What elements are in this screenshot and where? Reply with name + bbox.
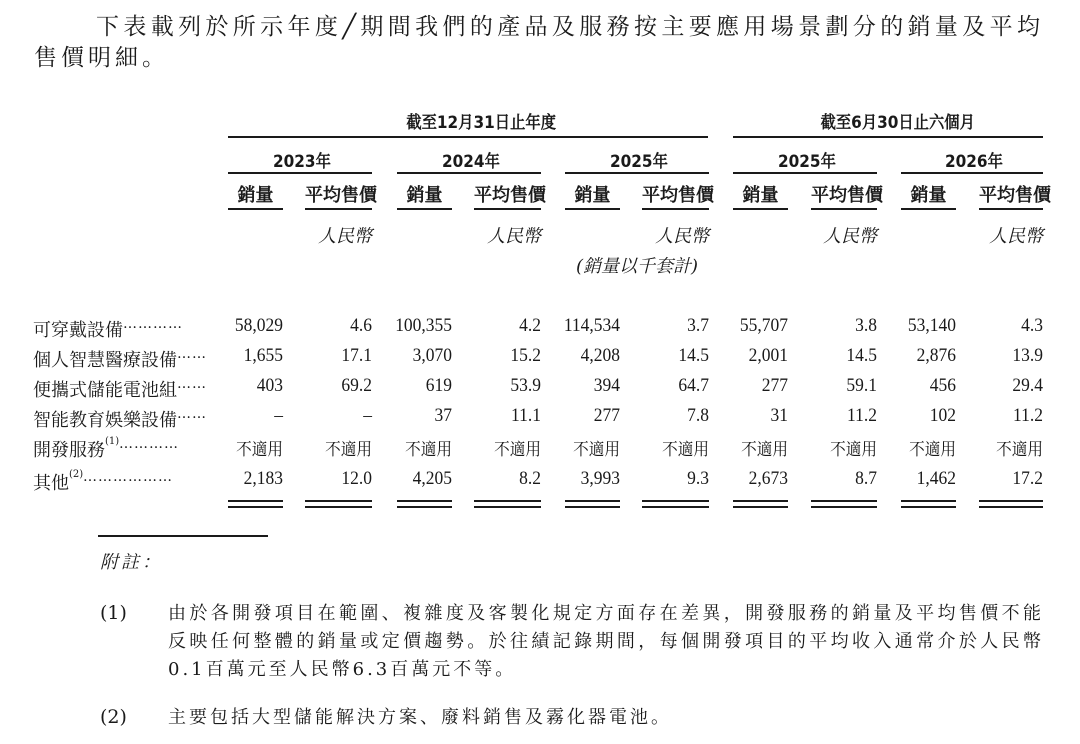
cell-volume: 4,205 bbox=[412, 468, 452, 489]
col-header-volume: 銷量 bbox=[406, 185, 443, 206]
cell-price: 14.5 bbox=[678, 345, 709, 366]
cell-price: 13.9 bbox=[1012, 345, 1043, 366]
cell-volume: 2,673 bbox=[748, 468, 788, 489]
row-footnote-ref: (1) bbox=[105, 436, 120, 447]
intro-paragraph: 下表載列於所示年度╱期間我們的產品及服務按主要應用場景劃分的銷量及平均售價明細。 bbox=[34, 14, 1044, 71]
cell-price: 69.2 bbox=[341, 375, 372, 396]
unit-currency: 人民幣 bbox=[823, 226, 877, 247]
cell-price: 3.7 bbox=[687, 315, 709, 336]
col-header-price: 平均售價 bbox=[642, 185, 714, 206]
row-leader-dots: ……………… bbox=[83, 469, 173, 485]
row-label: 可穿戴設備 bbox=[33, 320, 123, 341]
double-rule-bottom bbox=[305, 506, 372, 508]
cell-volume: 1,655 bbox=[243, 345, 283, 366]
cell-price: 59.1 bbox=[846, 375, 877, 396]
cell-volume: 277 bbox=[593, 405, 620, 426]
cell-volume: 3,993 bbox=[580, 468, 620, 489]
row-label: 個人智慧醫療設備 bbox=[33, 350, 177, 371]
header-year-2: 2025年 bbox=[610, 152, 668, 172]
rule-col-price bbox=[474, 208, 541, 210]
cell-price: 不適用 bbox=[996, 440, 1043, 460]
cell-price: 7.8 bbox=[687, 405, 709, 426]
cell-volume: 2,001 bbox=[748, 345, 788, 366]
col-header-volume: 銷量 bbox=[574, 185, 611, 206]
rule-col-volume bbox=[733, 208, 788, 210]
cell-volume: 55,707 bbox=[739, 315, 788, 336]
rule-year-1 bbox=[397, 172, 541, 174]
row-label: 開發服務 bbox=[33, 440, 105, 461]
cell-volume: 不適用 bbox=[405, 440, 452, 460]
unit-currency: 人民幣 bbox=[989, 226, 1043, 247]
double-rule-top bbox=[979, 500, 1043, 502]
double-rule-top bbox=[733, 500, 788, 502]
notes-title: 附註： bbox=[100, 552, 163, 573]
rule-col-price bbox=[811, 208, 877, 210]
rule-year-4 bbox=[901, 172, 1043, 174]
cell-price: 17.1 bbox=[341, 345, 372, 366]
cell-volume: 53,140 bbox=[907, 315, 956, 336]
cell-price: 29.4 bbox=[1012, 375, 1043, 396]
cell-price: 11.2 bbox=[847, 405, 877, 426]
cell-volume: 不適用 bbox=[573, 440, 620, 460]
double-rule-bottom bbox=[642, 506, 709, 508]
cell-price: 不適用 bbox=[830, 440, 877, 460]
cell-price: 4.2 bbox=[519, 315, 541, 336]
cell-price: 不適用 bbox=[662, 440, 709, 460]
unit-currency: 人民幣 bbox=[318, 226, 372, 247]
cell-price: 15.2 bbox=[510, 345, 541, 366]
double-rule-bottom bbox=[811, 506, 877, 508]
double-rule-bottom bbox=[901, 506, 956, 508]
double-rule-bottom bbox=[565, 506, 620, 508]
double-rule-bottom bbox=[228, 506, 283, 508]
row-label: 便攜式儲能電池組 bbox=[33, 380, 177, 401]
rule-year-2 bbox=[565, 172, 709, 174]
row-leader-dots: ………… bbox=[119, 436, 179, 452]
cell-volume: 1,462 bbox=[916, 468, 956, 489]
row-leader-dots: …… bbox=[177, 406, 207, 422]
rule-col-price bbox=[642, 208, 709, 210]
cell-volume: 394 bbox=[593, 375, 620, 396]
cell-price: 4.3 bbox=[1021, 315, 1043, 336]
cell-price: 8.2 bbox=[519, 468, 541, 489]
cell-price: 14.5 bbox=[846, 345, 877, 366]
row-label: 其他 bbox=[33, 473, 69, 494]
col-header-volume: 銷量 bbox=[742, 185, 779, 206]
cell-price: 64.7 bbox=[678, 375, 709, 396]
row-leader-dots: …… bbox=[177, 346, 207, 362]
rule-col-volume bbox=[397, 208, 452, 210]
row-leader-dots: …… bbox=[177, 376, 207, 392]
cell-price: 8.7 bbox=[855, 468, 877, 489]
cell-price: 53.9 bbox=[510, 375, 541, 396]
rule-col-volume bbox=[565, 208, 620, 210]
header-year-3: 2025年 bbox=[778, 152, 836, 172]
cell-price: 12.0 bbox=[341, 468, 372, 489]
unit-currency: 人民幣 bbox=[655, 226, 709, 247]
col-header-volume: 銷量 bbox=[237, 185, 274, 206]
cell-price: 4.6 bbox=[350, 315, 372, 336]
footnote-1-text: 由於各開發項目在範圍、複雜度及客製化規定方面存在差異，開發服務的銷量及平均售價不能反映任何整體的銷量或定價趨勢。於往績記錄期間，每個開發項目的平均收入通常介於人民幣0.1百萬元至人民幣6.3百萬元不等。 bbox=[168, 603, 1044, 680]
col-header-price: 平均售價 bbox=[474, 185, 546, 206]
col-header-volume: 銷量 bbox=[910, 185, 947, 206]
double-rule-bottom bbox=[979, 506, 1043, 508]
cell-volume: 102 bbox=[929, 405, 956, 426]
cell-volume: 3,070 bbox=[412, 345, 452, 366]
col-header-price: 平均售價 bbox=[979, 185, 1051, 206]
header-year-ended: 截至12月31日止年度 bbox=[406, 113, 557, 133]
header-six-months: 截至6月30日止六個月 bbox=[820, 113, 975, 133]
cell-volume: 277 bbox=[761, 375, 788, 396]
col-header-price: 平均售價 bbox=[811, 185, 883, 206]
cell-volume: 37 bbox=[434, 405, 452, 426]
cell-volume: 不適用 bbox=[236, 440, 283, 460]
cell-price: 9.3 bbox=[687, 468, 709, 489]
cell-volume: 456 bbox=[929, 375, 956, 396]
cell-volume: 58,029 bbox=[234, 315, 283, 336]
rule-col-price bbox=[305, 208, 372, 210]
header-year-1: 2024年 bbox=[442, 152, 500, 172]
cell-price: 11.2 bbox=[1013, 405, 1043, 426]
cell-price: 17.2 bbox=[1012, 468, 1043, 489]
double-rule-top bbox=[305, 500, 372, 502]
rule-col-price bbox=[979, 208, 1043, 210]
row-label: 智能教育娛樂設備 bbox=[33, 410, 177, 431]
col-header-price: 平均售價 bbox=[305, 185, 377, 206]
double-rule-top bbox=[811, 500, 877, 502]
cell-volume: 2,183 bbox=[243, 468, 283, 489]
cell-volume: 100,355 bbox=[395, 315, 452, 336]
double-rule-top bbox=[397, 500, 452, 502]
double-rule-top bbox=[901, 500, 956, 502]
cell-price: 11.1 bbox=[511, 405, 541, 426]
rule-year-group bbox=[228, 136, 708, 138]
cell-price: 3.8 bbox=[855, 315, 877, 336]
cell-volume: 4,208 bbox=[580, 345, 620, 366]
double-rule-bottom bbox=[733, 506, 788, 508]
rule-col-volume bbox=[228, 208, 283, 210]
cell-volume: 619 bbox=[425, 375, 452, 396]
cell-volume: 2,876 bbox=[916, 345, 956, 366]
double-rule-bottom bbox=[474, 506, 541, 508]
cell-price: 不適用 bbox=[494, 440, 541, 460]
unit-volume-note: (銷量以千套計) bbox=[576, 256, 699, 277]
cell-volume: 114,534 bbox=[563, 315, 620, 336]
rule-year-0 bbox=[228, 172, 372, 174]
cell-volume: 403 bbox=[256, 375, 283, 396]
double-rule-top bbox=[642, 500, 709, 502]
cell-price: 不適用 bbox=[325, 440, 372, 460]
unit-currency: 人民幣 bbox=[487, 226, 541, 247]
rule-col-volume bbox=[901, 208, 956, 210]
footnote-divider bbox=[98, 535, 268, 537]
header-year-4: 2026年 bbox=[945, 152, 1003, 172]
cell-volume: 不適用 bbox=[909, 440, 956, 460]
double-rule-bottom bbox=[397, 506, 452, 508]
double-rule-top bbox=[474, 500, 541, 502]
footnote-2-text: 主要包括大型儲能解決方案、廢料銷售及霧化器電池。 bbox=[168, 707, 672, 728]
rule-year-3 bbox=[733, 172, 877, 174]
header-year-0: 2023年 bbox=[273, 152, 331, 172]
footnote-1-number: (1) bbox=[100, 602, 127, 624]
row-leader-dots: ………… bbox=[123, 316, 183, 332]
cell-volume: 不適用 bbox=[741, 440, 788, 460]
cell-volume: – bbox=[274, 405, 283, 426]
rule-half-group bbox=[733, 136, 1043, 138]
row-footnote-ref: (2) bbox=[69, 469, 84, 480]
cell-price: – bbox=[363, 405, 372, 426]
double-rule-top bbox=[228, 500, 283, 502]
footnote-2-number: (2) bbox=[100, 706, 127, 728]
cell-volume: 31 bbox=[770, 405, 788, 426]
double-rule-top bbox=[565, 500, 620, 502]
